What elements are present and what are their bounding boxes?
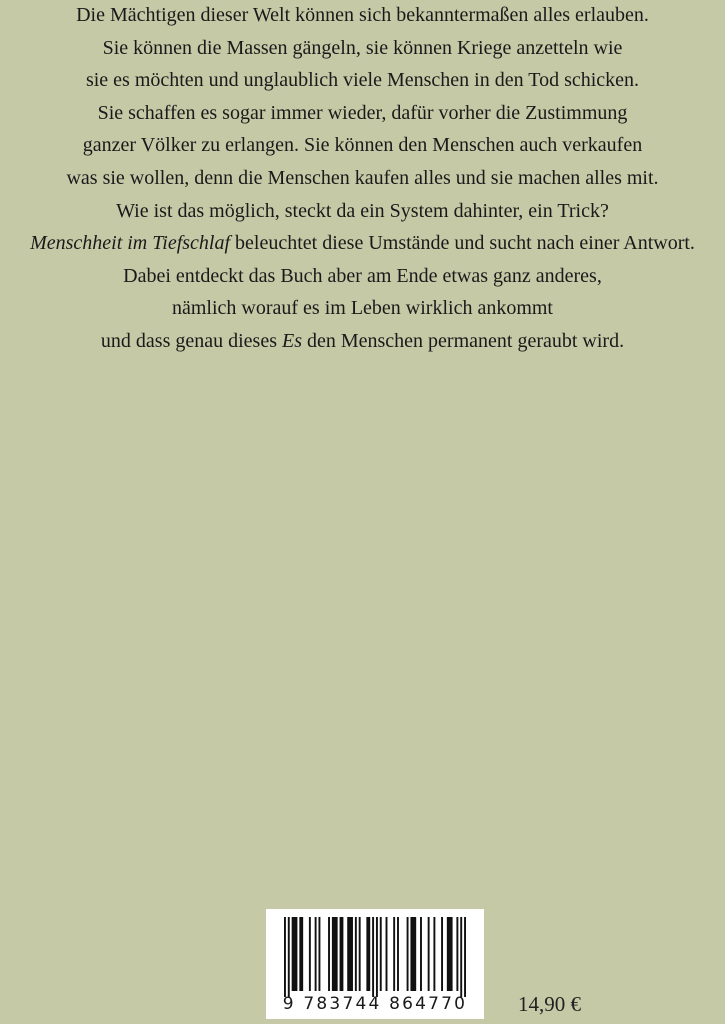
blurb-line-text: und dass genau dieses bbox=[100, 329, 282, 352]
barcode-bar bbox=[428, 917, 430, 991]
barcode-bar bbox=[464, 917, 466, 997]
emphasis-es: Es bbox=[281, 329, 302, 352]
barcode-bar bbox=[309, 917, 311, 991]
isbn-barcode bbox=[266, 909, 484, 1019]
blurb-line: nämlich worauf es im Leben wirklich ankommt bbox=[171, 297, 553, 320]
barcode-bar bbox=[355, 917, 357, 991]
blurb-line: Sie schaffen es sogar immer wieder, dafür vorher die Zustimmung bbox=[97, 101, 628, 124]
barcode-bar bbox=[386, 917, 388, 991]
blurb-line: Sie können die Massen gängeln, sie können Kriege anzetteln wie bbox=[102, 36, 623, 59]
barcode-bar bbox=[393, 917, 395, 991]
blurb-line: sie es möchten und unglaublich viele Menschen in den Tod schicken. bbox=[85, 69, 640, 92]
barcode-bar bbox=[447, 917, 453, 991]
blurb-line bbox=[0, 325, 725, 358]
barcode-bar bbox=[347, 917, 353, 991]
blurb-line-text: beleuchtet diese Umstände und sucht nach einer Antwort. bbox=[230, 232, 695, 255]
barcode-bar bbox=[288, 917, 290, 997]
barcode-bar bbox=[420, 917, 422, 991]
blurb-line bbox=[0, 227, 725, 260]
barcode-bar bbox=[376, 917, 378, 997]
blurb-line: Dabei entdeckt das Buch aber am Ende etwas ganz anderes, bbox=[123, 264, 602, 287]
barcode-bar bbox=[359, 917, 361, 991]
barcode-bar bbox=[366, 917, 370, 991]
blurb-text bbox=[0, 0, 725, 358]
barcode-bar bbox=[441, 917, 443, 991]
blurb-line: Die Mächtigen dieser Welt können sich bekanntermaßen alles erlauben. bbox=[76, 4, 649, 26]
barcode-bar bbox=[299, 917, 303, 991]
barcode-bar bbox=[456, 917, 458, 991]
blurb-line: ganzer Völker zu erlangen. Sie können den Menschen auch verkaufen bbox=[82, 134, 643, 157]
barcode-bar bbox=[433, 917, 435, 991]
barcode-bar bbox=[318, 917, 320, 991]
barcode-bar bbox=[328, 917, 330, 991]
barcode-bar bbox=[460, 917, 462, 997]
barcode-bar bbox=[372, 917, 374, 997]
blurb-line: was sie wollen, denn die Menschen kaufen alles und sie machen alles mit. bbox=[66, 166, 659, 189]
blurb-line: Wie ist das möglich, steckt da ein System dahinter, ein Trick? bbox=[116, 199, 609, 222]
barcode-bar bbox=[292, 917, 298, 991]
barcode-bar bbox=[397, 917, 399, 991]
price-label: 14,90 € bbox=[518, 992, 581, 1016]
barcode-bar bbox=[410, 917, 416, 991]
blurb-line-text: den Menschen permanent geraubt wird. bbox=[301, 329, 625, 352]
barcode-bar bbox=[332, 917, 338, 991]
barcode-bar bbox=[340, 917, 344, 991]
barcode-bar bbox=[407, 917, 409, 991]
barcode-bar bbox=[315, 917, 317, 991]
book-title: Menschheit im Tiefschlaf bbox=[30, 232, 231, 255]
barcode-bar bbox=[380, 917, 382, 991]
isbn-digits: 9 783744 864770 bbox=[282, 994, 468, 1014]
barcode-bar bbox=[284, 917, 286, 997]
